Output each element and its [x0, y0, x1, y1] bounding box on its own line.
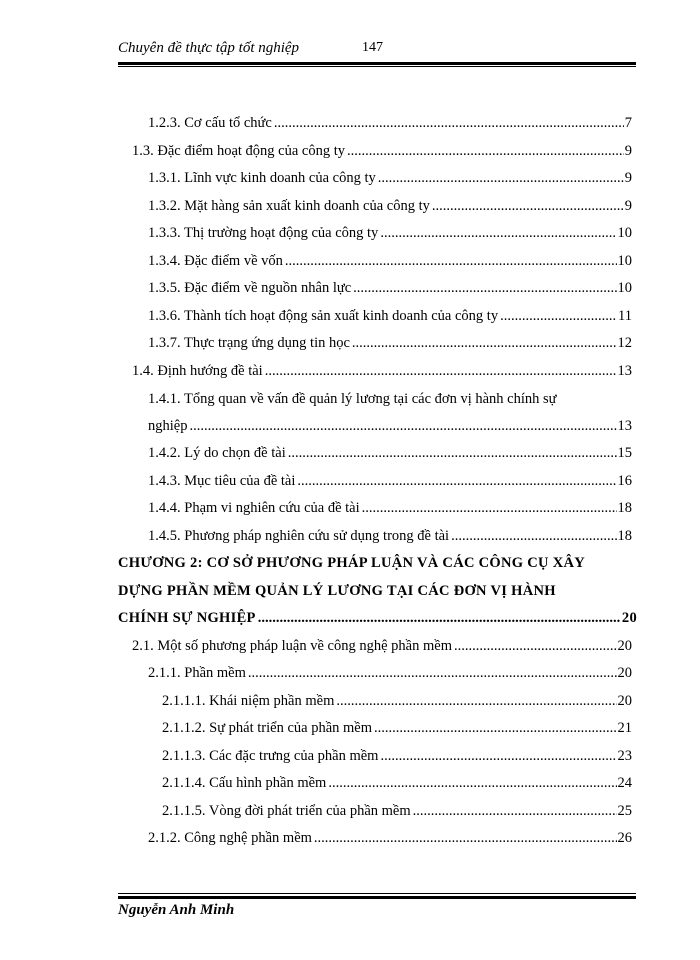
toc-entry-page: 13 [617, 363, 632, 379]
footer-author: Nguyễn Anh Minh [118, 902, 235, 918]
toc-entry [148, 115, 632, 132]
toc-entry-page: 26 [617, 830, 632, 846]
toc-leader-dots [374, 720, 616, 737]
header-rule-thin [118, 66, 636, 67]
toc-entry-page: 13 [617, 418, 632, 434]
toc-leader-dots [328, 775, 616, 792]
toc-leader-dots [285, 253, 617, 270]
chapter-title-line2: DỰNG PHẦN MỀM QUẢN LÝ LƯƠNG TẠI CÁC ĐƠN VỊ HÀNH [118, 583, 556, 599]
toc-leader-dots [314, 830, 617, 847]
toc-entry [132, 638, 632, 655]
toc-entry-text: 2.1.1. Phần mềm [148, 665, 246, 681]
toc-entry-text: 2.1.1.1. Khái niệm phần mềm [162, 693, 335, 709]
toc-leader-dots [189, 418, 616, 435]
chapter-title-line1: CHƯƠNG 2: CƠ SỞ PHƯƠNG PHÁP LUẬN VÀ CÁC CÔNG CỤ XÂY [118, 555, 586, 571]
toc-entry [148, 253, 632, 270]
toc-entry [162, 720, 632, 737]
toc-entry-page: 11 [618, 308, 632, 324]
toc-entry-text: 1.3.2. Mặt hàng sản xuất kinh doanh của công ty [148, 198, 430, 214]
toc-entry-page: 24 [617, 775, 632, 791]
toc-entry-page: 10 [617, 225, 632, 241]
toc-entry [148, 170, 632, 187]
toc-leader-dots [362, 500, 617, 517]
toc-leader-dots [413, 803, 617, 820]
toc-entry-text: 1.3.6. Thành tích hoạt động sản xuất kinh doanh của công ty [148, 308, 499, 324]
toc-leader-dots [336, 693, 616, 710]
toc-entry-page: 23 [617, 748, 632, 764]
footer-rule-thin [118, 893, 636, 894]
toc-leader-dots [265, 363, 617, 380]
header-rule-thick [118, 62, 636, 65]
toc-leader-dots [274, 115, 624, 132]
toc-entry-page: 15 [617, 445, 632, 461]
toc-leader-dots [297, 473, 616, 490]
toc-entry-page: 20 [617, 665, 632, 681]
toc-entry [148, 445, 632, 462]
chapter-page: 20 [621, 610, 637, 626]
header-page-number: 147 [362, 40, 383, 55]
toc-leader-dots [451, 528, 616, 545]
toc-entry [132, 143, 632, 160]
chapter-title-line3: CHÍNH SỰ NGHIỆP [118, 610, 256, 626]
toc-entry [162, 748, 632, 765]
toc-entry [148, 308, 632, 325]
toc-entry-page: 21 [617, 720, 632, 736]
toc-entry [148, 665, 632, 682]
toc-entry [148, 198, 632, 215]
toc-entry-page: 20 [617, 638, 632, 654]
toc-leader-dots [380, 225, 616, 242]
toc-entry [148, 528, 632, 545]
toc-entry-page: 10 [617, 253, 632, 269]
toc-entry-text: 1.3.5. Đặc điểm về nguồn nhân lực [148, 280, 352, 296]
toc-entry [148, 418, 632, 435]
toc-leader-dots [378, 170, 624, 187]
toc-entry-text: 2.1.1.4. Cấu hình phần mềm [162, 775, 327, 791]
toc-entry-text: 1.3.3. Thị trường hoạt động của công ty [148, 225, 379, 241]
toc-entry [148, 473, 632, 490]
toc-entry [162, 775, 632, 792]
toc-entry-page: 18 [617, 528, 632, 544]
toc-leader-dots [432, 198, 624, 215]
toc-leader-dots [353, 280, 616, 297]
toc-entry-text: 2.1.2. Công nghệ phần mềm [148, 830, 312, 846]
toc-entry-text: 1.3.4. Đặc điểm về vốn [148, 253, 283, 269]
toc-entry-text: 1.3. Đặc điểm hoạt động của công ty [132, 143, 346, 159]
toc-entry-text: 1.4. Định hướng đề tài [132, 363, 263, 379]
toc-leader-dots [288, 445, 617, 462]
toc-entry [148, 830, 632, 847]
toc-entry [132, 363, 632, 380]
toc-leader-dots [258, 610, 621, 627]
toc-entry-page: 10 [617, 280, 632, 296]
toc-leader-dots [500, 308, 617, 325]
toc-entry-text: 2.1.1.3. Các đặc trưng của phần mềm [162, 748, 379, 764]
toc-entry-text: 1.4.4. Phạm vi nghiên cứu của đề tài [148, 500, 360, 516]
toc-entry-page: 16 [617, 473, 632, 489]
toc-entry-text-line1: 1.4.1. Tổng quan về vấn đề quản lý lương tại các đơn vị hành chính sự [148, 391, 557, 407]
toc-entry-text-line2: nghiệp [148, 418, 188, 434]
toc-entry-page: 25 [617, 803, 632, 819]
toc-entry-text: 2.1.1.2. Sự phát triển của phần mềm [162, 720, 373, 736]
toc-entry-page: 9 [624, 143, 632, 159]
toc-leader-dots [347, 143, 624, 160]
toc-entry [162, 693, 632, 710]
toc-entry-text: 1.4.5. Phương pháp nghiên cứu sử dụng trong đề tài [148, 528, 450, 544]
toc-entry-page: 18 [617, 500, 632, 516]
toc-entry-text: 2.1. Một số phương pháp luận về công nghệ phần mềm [132, 638, 452, 654]
chapter-entry [118, 610, 637, 627]
toc-entry-page: 9 [624, 170, 632, 186]
toc-entry-text: 2.1.1.5. Vòng đời phát triển của phần mềm [162, 803, 411, 819]
toc-leader-dots [352, 335, 617, 352]
header-title: Chuyên đề thực tập tốt nghiệp [118, 40, 300, 56]
page-header [118, 38, 638, 62]
toc-entry-text: 1.2.3. Cơ cấu tổ chức [148, 115, 272, 131]
toc-entry-text: 1.4.2. Lý do chọn đề tài [148, 445, 286, 461]
toc-leader-dots [248, 665, 617, 682]
toc-leader-dots [454, 638, 617, 655]
toc-entry-page: 12 [617, 335, 632, 351]
toc-entry [148, 225, 632, 242]
toc-entry-text: 1.3.1. Lĩnh vực kinh doanh của công ty [148, 170, 376, 186]
toc-entry-text: 1.4.3. Mục tiêu của đề tài [148, 473, 296, 489]
footer-rule-thick [118, 896, 636, 899]
toc-entry-page: 7 [624, 115, 632, 131]
toc-entry-page: 20 [617, 693, 632, 709]
toc-entry [148, 280, 632, 297]
toc-entry [148, 500, 632, 517]
toc-entry [148, 335, 632, 352]
toc-leader-dots [380, 748, 616, 765]
toc-entry [162, 803, 632, 820]
toc-entry-text: 1.3.7. Thực trạng ứng dụng tin học [148, 335, 350, 351]
toc-entry-page: 9 [624, 198, 632, 214]
